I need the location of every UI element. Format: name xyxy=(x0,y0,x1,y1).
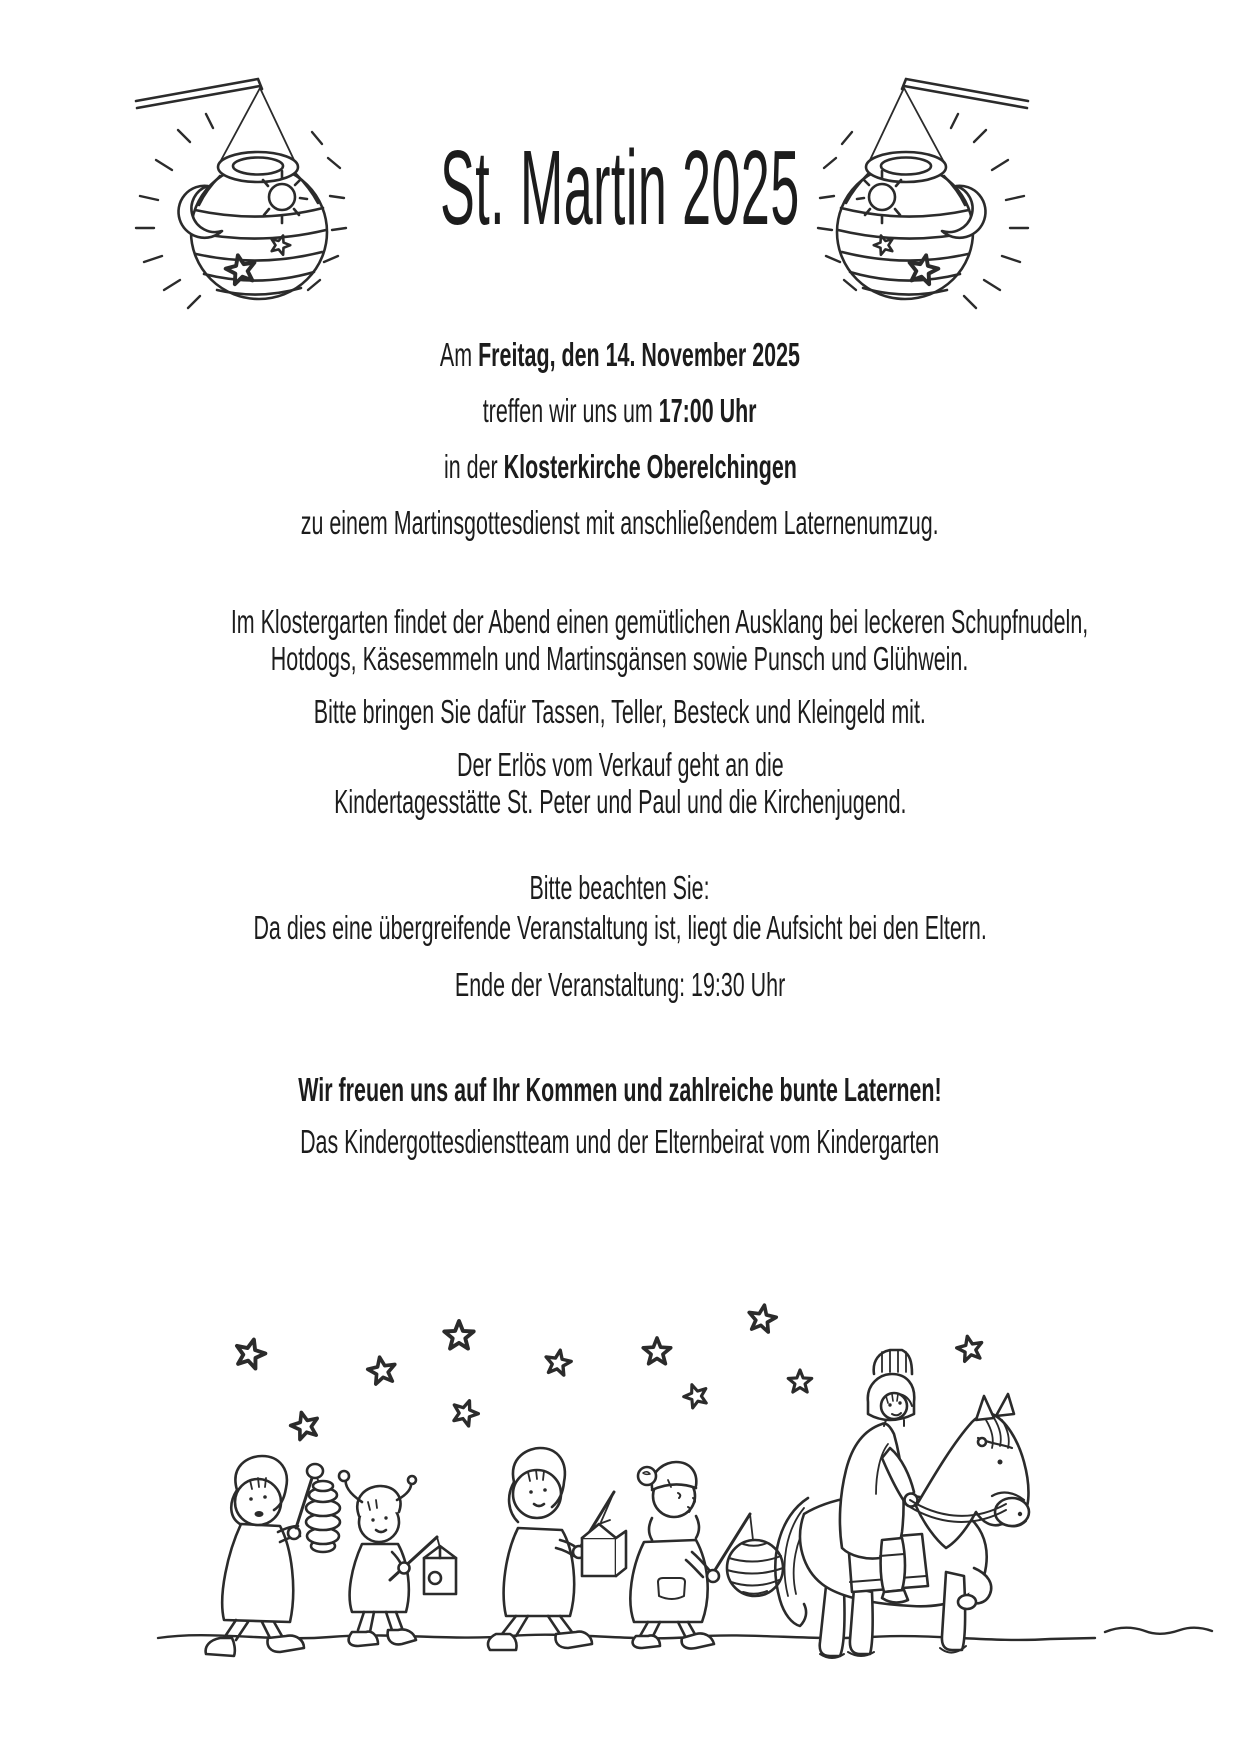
star-icon xyxy=(288,1409,321,1441)
closing-signature: Das Kindergottesdienstteam und der Elternbeirat vom Kindergarten xyxy=(300,1123,940,1160)
closing-highlight: Wir freuen uns auf Ihr Kommen und zahlreiche bunte Laternen! xyxy=(298,1071,942,1108)
intro-line-event: zu einem Martinsgottesdienst mit anschließendem Laternenumzug. xyxy=(301,504,939,541)
star-icon xyxy=(746,1303,777,1333)
star-icon xyxy=(681,1381,711,1410)
procession-illustration xyxy=(140,1290,1240,1730)
intro-line-location: in der Klosterkirche Oberelchingen xyxy=(443,448,797,485)
ground-line-right xyxy=(1105,1628,1212,1634)
paragraph-bring: Bitte bringen Sie dafür Tassen, Teller, Besteck und Kleingeld mit. xyxy=(313,693,927,730)
child-with-lantern-4 xyxy=(630,1462,783,1649)
star-icon xyxy=(788,1370,812,1392)
notice-heading: Bitte beachten Sie: xyxy=(529,869,711,906)
star-icon xyxy=(955,1334,985,1363)
paragraph-proceeds: Der Erlös vom Verkauf geht an die Kindertagesstätte St. Peter und Paul und die Kirchenjugend. xyxy=(333,746,907,820)
page-title: St. Martin 2025 xyxy=(440,129,800,247)
notice-line-supervision: Da dies eine übergreifende Veranstaltung ist, liegt die Aufsicht bei den Eltern. xyxy=(253,909,987,946)
box-lantern xyxy=(582,1492,626,1576)
rider-boot xyxy=(880,1538,908,1603)
intro-line-time: treffen wir uns um 17:00 Uhr xyxy=(483,392,757,429)
child-with-lantern-2 xyxy=(339,1471,456,1646)
child-with-lantern-3 xyxy=(488,1448,626,1650)
star-icon xyxy=(643,1338,670,1364)
star-icon xyxy=(449,1396,481,1427)
child-with-lantern-1 xyxy=(206,1456,340,1656)
st-martin-on-horse xyxy=(775,1350,1029,1658)
round-lantern xyxy=(727,1514,783,1596)
pompom xyxy=(638,1467,656,1485)
star-icon xyxy=(544,1348,573,1376)
star-icon xyxy=(444,1321,473,1349)
night-stars xyxy=(233,1303,985,1441)
intro-line-date: Am Freitag, den 14. November 2025 xyxy=(439,336,801,373)
ribbed-lantern xyxy=(306,1478,340,1552)
star-icon xyxy=(366,1355,397,1385)
paragraph-garden: Im Klostergarten findet der Abend einen gemütlichen Ausklang bei leckeren Schupfnudeln, Hotdogs, Käsesemmeln und Martinsgänsen sowie Punsch und Glühwein. xyxy=(230,603,1089,677)
star-icon xyxy=(233,1336,269,1370)
notice-line-end: Ende der Veranstaltung: 19:30 Uhr xyxy=(454,966,786,1003)
